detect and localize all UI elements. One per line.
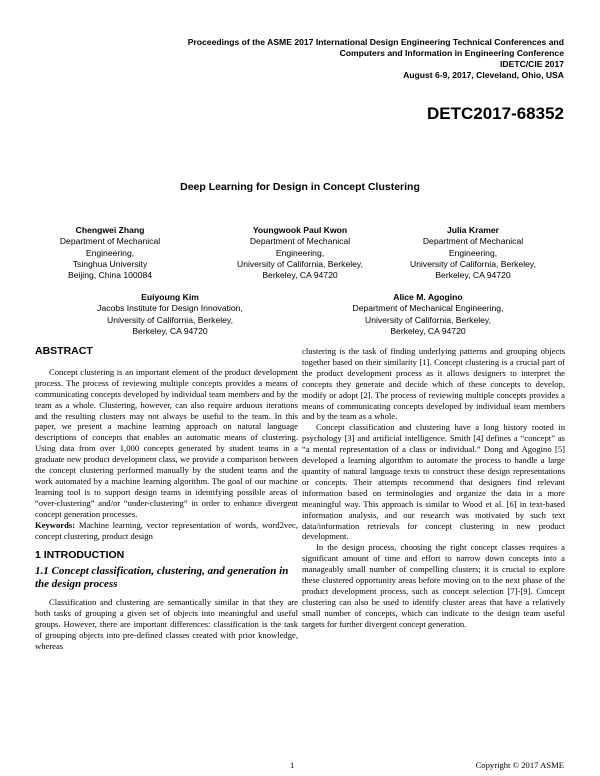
author-affiliation: Beijing, China 100084: [67, 270, 153, 281]
author-name: Youngwook Paul Kwon: [252, 225, 348, 235]
author-affiliation: Berkeley, CA 94720: [435, 270, 511, 281]
author-name: Chengwei Zhang: [75, 225, 145, 235]
header-line: Proceedings of the ASME 2017 International Design Engineering Technical Conferences and: [187, 37, 564, 47]
author-affiliation: University of California, Berkeley,: [237, 258, 363, 269]
author-affiliation: Department of Mechanical: [249, 236, 351, 247]
header-line: August 6-9, 2017, Cleveland, Ohio, USA: [403, 70, 564, 80]
subsection-heading: 1.1 Concept classification, clustering, and generation in the design process: [35, 565, 289, 591]
body-paragraph: clustering is the task of finding underlying patterns and grouping objects together based on their similarity [1]. Concept clustering is a crucial part of the product development process as it allows designers to interpret the concepts they generate and decide which of these concepts to develop, modify or adopt [2]. The process of reviewing multiple concepts provides a means of communicating concepts developed by individual team members and by the team as a whole.: [302, 346, 565, 422]
author-affiliation: Jacobs Institute for Design Innovation,: [97, 303, 243, 314]
body-paragraph: Concept classification and clustering have a long history rooted in psychology [3] and artificial intelligence. Smith [4] defines a “concept” as “a mental representation of a class or individual.” Dong and Agogino [5] developed a learning algorithm to automate the process to handle a large quantity of natural language texts to construct these design representations or concepts. Their attempts recommend that designers find relevant information based on terminologies and organize the data in a more meaningful way. This approach is similar to Wood et al. [6] in text-based information analysis, and our research was motivated by such text data/information retrievals for concept clustering in new product development.: [302, 422, 565, 542]
author-affiliation: Tsinghua University: [72, 258, 148, 269]
body-paragraph: In the design process, choosing the right concept classes requires a significant amount of time and effort to narrow down concepts into a manageably small number of compelling clusters; it is crucial to explore these clustered opportunity areas before moving on to the next phase of the product development process, such as concept selection [7]-[9]. Concept clustering can also be used to identify cluster areas that have a relatively small number of concepts, which can indicate to the design team useful targets for further divergent concept generation.: [302, 542, 565, 629]
paper-id: DETC2017-68352: [426, 104, 564, 123]
left-column: [35, 346, 298, 652]
abstract-heading: ABSTRACT: [35, 345, 93, 357]
author-block: [323, 292, 533, 337]
author-name: Alice M. Agogino: [393, 292, 463, 302]
header-line: Computers and Information in Engineering Conference: [339, 48, 564, 58]
author-affiliation: Berkeley, CA 94720: [390, 325, 466, 336]
author-affiliation: Berkeley, CA 94720: [132, 325, 208, 336]
author-affiliation: Engineering,: [85, 247, 135, 258]
author-affiliation: Berkeley, CA 94720: [262, 270, 338, 281]
author-affiliation: Engineering,: [448, 247, 498, 258]
author-affiliation: University of California, Berkeley,: [410, 258, 536, 269]
author-affiliation: Department of Mechanical Engineering,: [352, 303, 504, 314]
author-affiliation: Engineering,: [275, 247, 325, 258]
author-affiliation: Department of Mechanical: [59, 236, 161, 247]
right-column: [302, 346, 565, 630]
author-block: [383, 225, 563, 281]
page-number: 1: [290, 760, 295, 770]
proceedings-header: [104, 37, 564, 81]
body-paragraph: Classification and clustering are semantically similar in that they are both tasks of grouping a given set of objects into meaningful and useful groups. However, there are important differences: classification is the task of grouping objects into pre-defined classes created with prior knowledge, whereas: [35, 597, 298, 651]
keywords: [35, 520, 298, 542]
author-affiliation: University of California, Berkeley,: [107, 314, 233, 325]
keywords-label: Keywords:: [35, 519, 76, 530]
header-line: IDETC/CIE 2017: [500, 59, 564, 69]
author-name: Julia Kramer: [446, 225, 500, 235]
author-block: [35, 225, 185, 281]
author-affiliation: University of California, Berkeley,: [365, 314, 491, 325]
section-heading: 1 INTRODUCTION: [35, 549, 125, 562]
copyright-notice: Copyright © 2017 ASME: [475, 760, 564, 770]
author-affiliation: Department of Mechanical: [422, 236, 524, 247]
abstract-text: Concept clustering is an important element of the product development process. The process of reviewing multiple concepts provides a means of communicating concepts developed by individual team members and by the team as a whole. Clustering, however, can also require arduous iterations and the resulting clusters may not always be useful to the team. In this paper, we present a machine learning approach on natural language descriptions of concepts that enables an automatic means of clustering. Using data from over 1,000 concepts generated by student teams in a graduate new product development class, we provide a comparison between the concept clustering performed manually by the student teams and the work automated by a machine learning algorithm. The goal of our machine learning tool is to support design teams in identifying possible areas of “over-clustering” and/or “under-clustering” in order to enhance divergent concept generation processes.: [35, 366, 298, 519]
author-block: [210, 225, 390, 281]
paper-title: Deep Learning for Design in Concept Clustering: [180, 181, 420, 193]
keywords-text: Machine learning, vector representation of words, word2vec, concept clustering, product design: [35, 519, 298, 541]
author-block: [70, 292, 270, 337]
author-name: Euiyoung Kim: [141, 292, 199, 302]
